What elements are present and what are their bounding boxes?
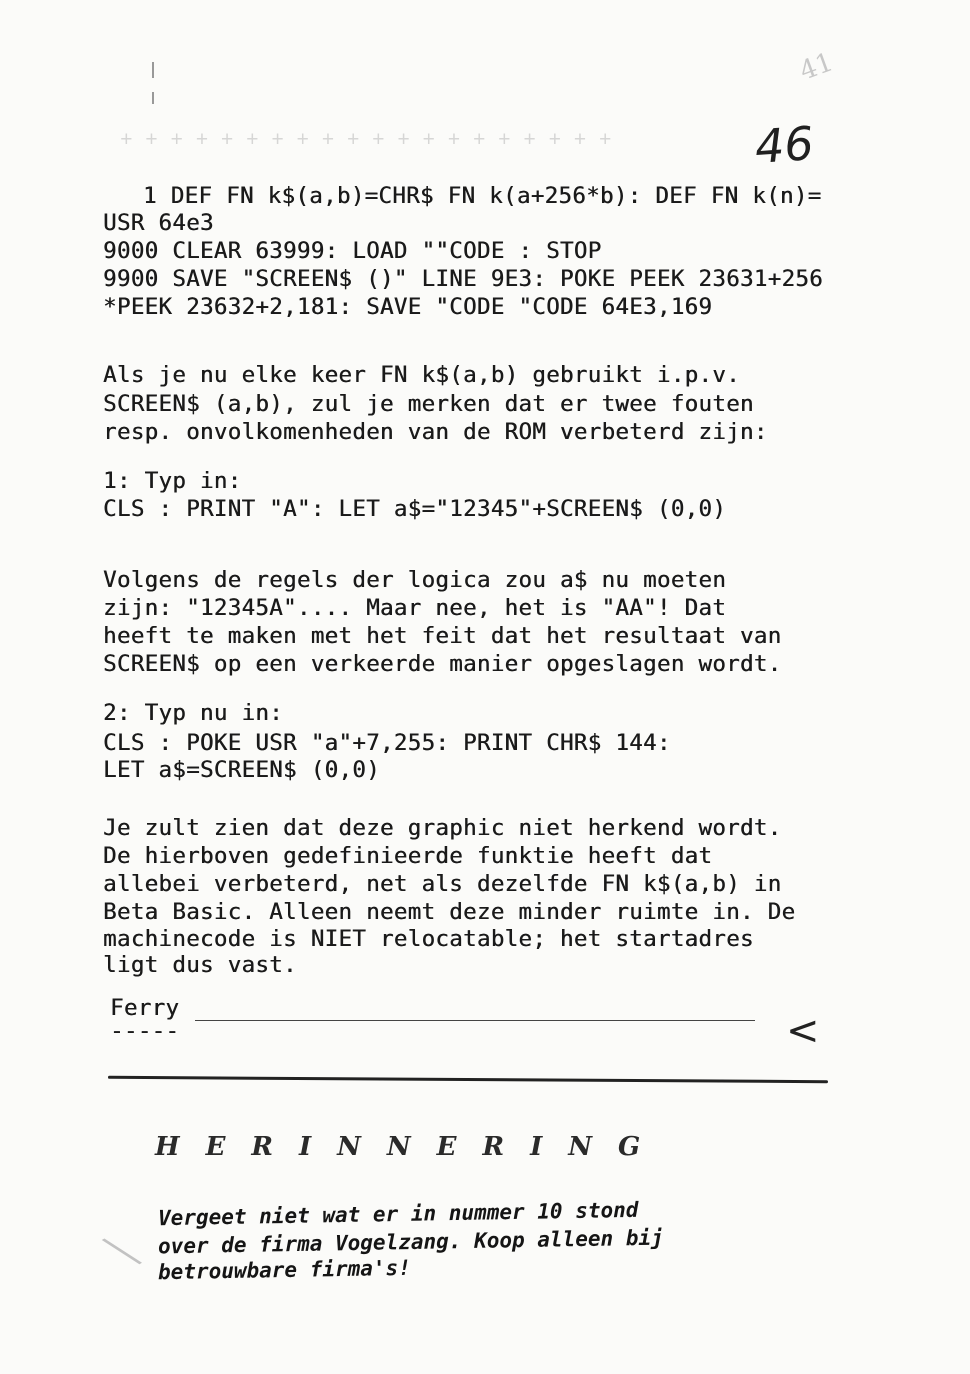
page-number: 46 <box>753 116 816 174</box>
reminder-line: Vergeet niet wat er in nummer 10 stond <box>157 1197 639 1231</box>
check-mark-icon: < <box>786 1008 820 1054</box>
signature-underline: ----- <box>110 1018 180 1044</box>
reminder-line: betrouwbare firma's! <box>157 1255 412 1285</box>
code-line: *PEEK 23632+2,181: SAVE "CODE "CODE 64E3,169 <box>103 294 713 320</box>
reminder-heading: HERINNERING <box>155 1132 667 1162</box>
paragraph-line: SCREEN$ op een verkeerde manier opgeslagen wordt. <box>103 651 782 677</box>
show-through-text <box>120 330 624 353</box>
show-through-text: + + + + + + + + + + + + + + + + + + + + <box>120 130 612 153</box>
code-line: 1 DEF FN k$(a,b)=CHR$ FN k(a+256*b): DEF FN k(n)= <box>143 183 822 209</box>
step-label: 2: Typ nu in: <box>103 700 283 726</box>
paragraph-line: Als je nu elke keer FN k$(a,b) gebruikt i.p.v. <box>103 362 740 388</box>
margin-tick <box>152 92 154 104</box>
reminder-line: over de firma Vogelzang. Koop alleen bij <box>157 1225 664 1259</box>
paragraph-line: Volgens de regels der logica zou a$ nu moeten <box>103 567 727 593</box>
paragraph-line: Je zult zien dat deze graphic niet herkend wordt. <box>103 815 782 841</box>
paragraph-line: resp. onvolkomenheden van de ROM verbeterd zijn: <box>103 419 768 445</box>
margin-tick <box>152 62 154 78</box>
code-line: CLS : POKE USR "a"+7,255: PRINT CHR$ 144: <box>103 730 671 756</box>
code-line: 9900 SAVE "SCREEN$ ()" LINE 9E3: POKE PEEK 23631+256 <box>103 266 823 292</box>
section-divider <box>108 1076 828 1083</box>
code-line: LET a$=SCREEN$ (0,0) <box>103 757 380 783</box>
pencil-mark-icon: ╲ <box>103 1229 142 1275</box>
code-line: USR 64e3 <box>103 210 214 236</box>
code-line: CLS : PRINT "A": LET a$="12345"+SCREEN$ (0,0) <box>103 496 727 522</box>
paragraph-line: machinecode is NIET relocatable; het startadres <box>103 926 754 952</box>
paragraph-line: ligt dus vast. <box>103 952 297 978</box>
code-line: 9000 CLEAR 63999: LOAD ""CODE : STOP <box>103 238 602 264</box>
author-signature: Ferry <box>110 995 180 1021</box>
corner-pencil-mark: 41 <box>795 47 838 87</box>
paragraph-line: allebei verbeterd, net als dezelfde FN k$(a,b) in <box>103 871 782 897</box>
paragraph-line: De hierboven gedefinieerde funktie heeft dat <box>103 843 713 869</box>
paragraph-line: zijn: "12345A".... Maar nee, het is "AA"! Dat <box>103 595 727 621</box>
paragraph-line: SCREEN$ (a,b), zul je merken dat er twee fouten <box>103 391 754 417</box>
paragraph-line: heeft te maken met het feit dat het resultaat van <box>103 623 782 649</box>
handwritten-guide-line <box>195 1020 755 1021</box>
paragraph-line: Beta Basic. Alleen neemt deze minder ruimte in. De <box>103 899 796 925</box>
step-label: 1: Typ in: <box>103 468 242 494</box>
